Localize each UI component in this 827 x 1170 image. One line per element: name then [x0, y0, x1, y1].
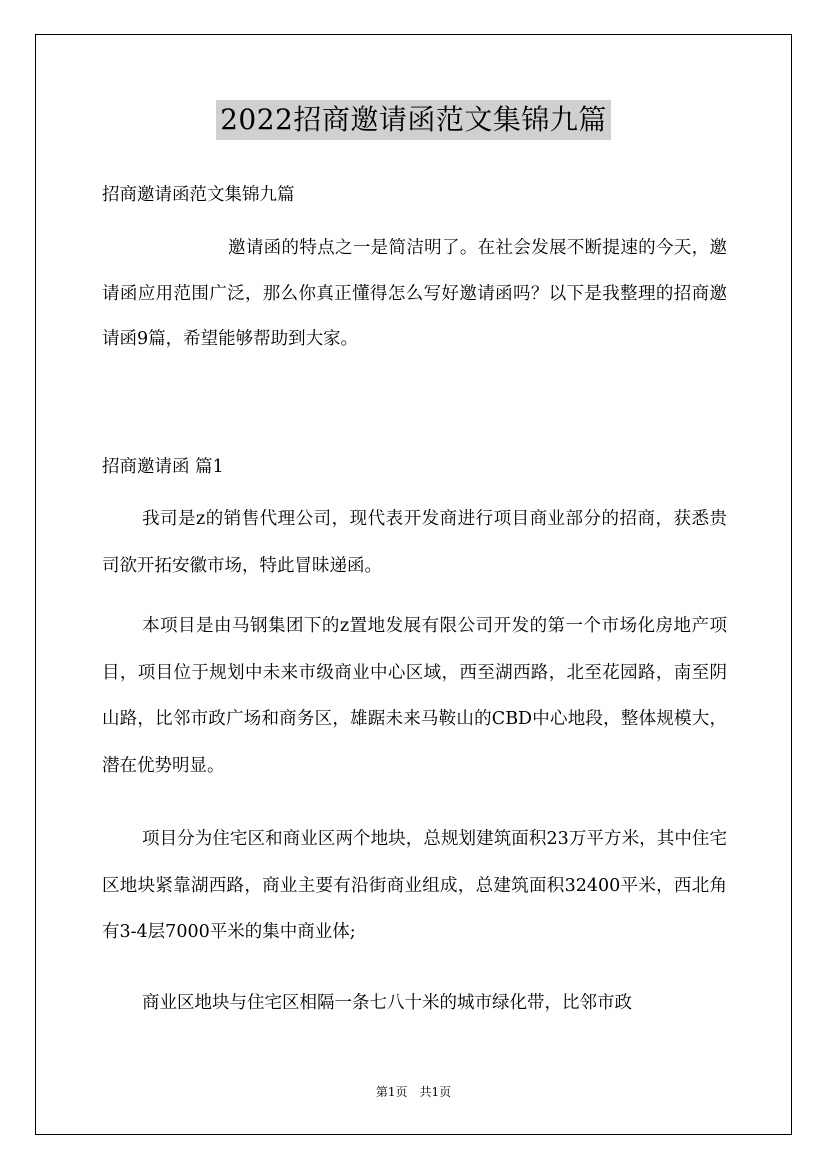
- title-container: [0, 100, 827, 140]
- page-footer: [0, 1084, 827, 1100]
- document-subtitle: 招商邀请函范文集锦九篇: [102, 185, 295, 205]
- page-number: 第1页 共1页: [375, 1085, 452, 1099]
- body-paragraph-2: 本项目是由马钢集团下的z置地发展有限公司开发的第一个市场化房地产项目，项目位于规划中未来市级商业中心区域，西至湖西路，北至花园路，南至阴山路，比邻市政广场和商务区，雄踞未来马鞍山的CBD中心地段，整体规模大，潜在优势明显。: [102, 616, 727, 776]
- document-title: 2022招商邀请函范文集锦九篇: [216, 100, 611, 140]
- section-heading: 招商邀请函 篇1: [102, 457, 224, 477]
- body-paragraph-4: 商业区地块与住宅区相隔一条七八十米的城市绿化带，比邻市政: [142, 993, 632, 1013]
- body-paragraph-1: 我司是z的销售代理公司，现代表开发商进行项目商业部分的招商，获悉贵司欲开拓安徽市场，特此冒昧递函。: [102, 509, 727, 576]
- body-paragraph-3: 项目分为住宅区和商业区两个地块，总规划建筑面积23万平方米，其中住宅区地块紧靠湖西路，商业主要有沿街商业组成，总建筑面积32400平米，西北角有3-4层7000平米的集中商业体;: [102, 829, 727, 942]
- intro-paragraph: 邀请函的特点之一是简洁明了。在社会发展不断提速的今天，邀请函应用范围广泛，那么你真正懂得怎么写好邀请函吗？以下是我整理的招商邀请函9篇，希望能够帮助到大家。: [102, 238, 727, 349]
